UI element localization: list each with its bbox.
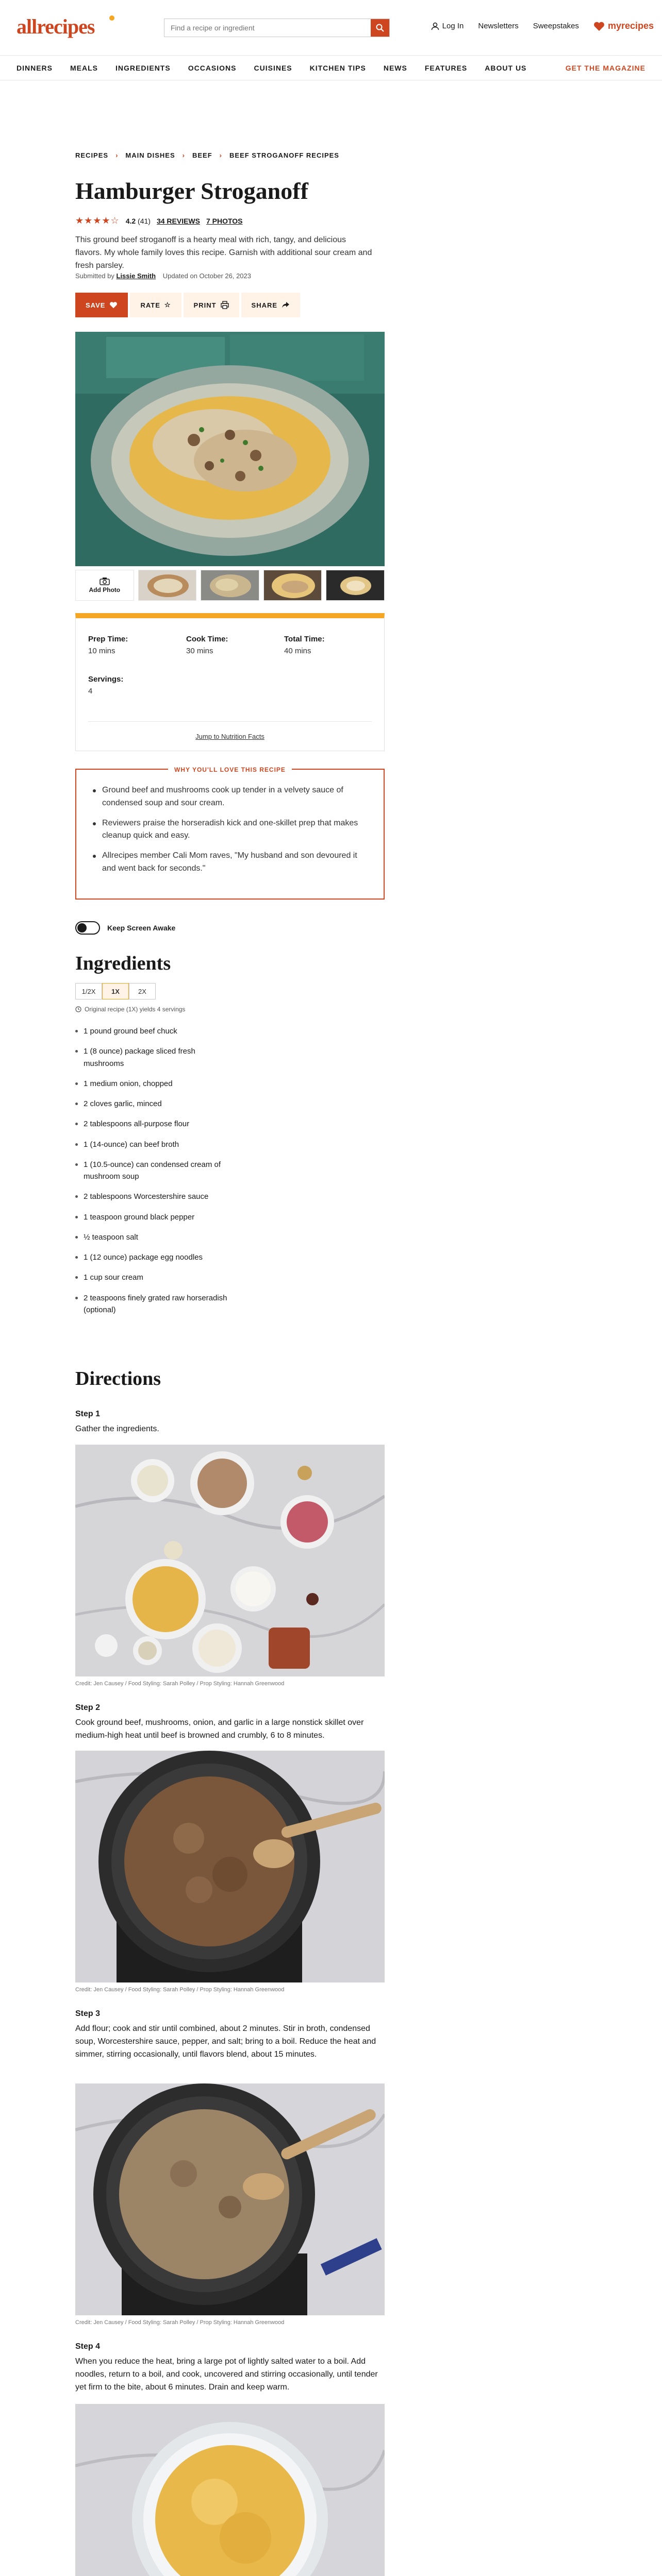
- updated-date: Updated on October 26, 2023: [162, 272, 251, 280]
- sweepstakes-link[interactable]: Sweepstakes: [533, 22, 579, 30]
- star-rating[interactable]: ★★★★☆: [75, 215, 120, 226]
- photo-thumbnails: [75, 570, 385, 601]
- step-text: Gather the ingredients.: [75, 1425, 159, 1433]
- ingredient-item: 2 cloves garlic, minced: [75, 1098, 230, 1110]
- main-nav: [0, 56, 662, 80]
- share-icon: [282, 301, 290, 309]
- ingredient-item: 1 (8 ounce) package sliced fresh mushrooms: [75, 1045, 230, 1070]
- rate-button[interactable]: RATE ☆: [130, 293, 181, 317]
- servings-value: 4: [88, 687, 93, 696]
- printer-icon: [221, 301, 229, 309]
- recipe-details-card: [75, 613, 385, 751]
- step-photo[interactable]: [75, 2404, 385, 2576]
- step-photo[interactable]: [75, 2083, 385, 2315]
- step-label: Step 4: [75, 2342, 101, 2351]
- rating-row: [75, 215, 385, 226]
- cook-time: [186, 635, 284, 655]
- breadcrumb-item[interactable]: BEEF: [192, 151, 212, 159]
- list-item: Reviewers praise the horseradish kick and one-skillet prep that makes cleanup quick and easy.: [93, 817, 371, 843]
- user-icon: [431, 22, 439, 30]
- photo-credit: Credit: Jen Causey / Food Styling: Sarah Polley / Prop Styling: Hannah Greenwood: [75, 2319, 285, 2326]
- header-links: [431, 21, 654, 31]
- step-label: Step 3: [75, 2009, 101, 2018]
- why-love-heading: WHY YOU'LL LOVE THIS RECIPE: [168, 766, 292, 773]
- keep-screen-awake: [75, 921, 385, 935]
- breadcrumb-item[interactable]: MAIN DISHES: [125, 151, 175, 159]
- ingredient-item: 2 teaspoons finely grated raw horseradish (optional): [75, 1292, 230, 1316]
- get-magazine-link[interactable]: GET THE MAGAZINE: [565, 64, 646, 72]
- reviews-link[interactable]: 34 REVIEWS: [156, 216, 200, 225]
- photo-credit: Credit: Jen Causey / Food Styling: Sarah Polley / Prop Styling: Hannah Greenwood: [75, 1987, 285, 1993]
- breadcrumb-item[interactable]: RECIPES: [75, 151, 109, 159]
- scale-2x-button[interactable]: 2X: [129, 983, 156, 999]
- ingredient-item: 1 (14-ounce) can beef broth: [75, 1139, 230, 1150]
- scale-half-button[interactable]: 1/2X: [75, 983, 102, 999]
- step-photo[interactable]: [75, 1751, 385, 1982]
- clock-icon: [75, 1006, 81, 1012]
- logo-dot: [109, 15, 114, 21]
- photo-thumbnail[interactable]: [326, 570, 385, 601]
- hero-photo[interactable]: [75, 332, 385, 566]
- breadcrumb: [75, 151, 385, 159]
- add-photo-label: Add Photo: [89, 586, 121, 594]
- servings: [88, 675, 186, 696]
- login-link[interactable]: [431, 22, 464, 30]
- cook-time-label: Cook Time:: [186, 635, 228, 643]
- nav-item-features[interactable]: FEATURES: [424, 64, 468, 72]
- nav-item-dinners[interactable]: DINNERS: [16, 64, 53, 72]
- list-item: Allrecipes member Cali Mom raves, "My husband and son devoured it and went back for seconds.": [93, 850, 371, 875]
- ingredient-list: [75, 1025, 230, 1324]
- step-text: Add flour; cook and stir until combined, about 2 minutes. Stir in broth, condensed soup, Worcestershire sauce, pepper, and salt; bring to a boil. Reduce the heat and simmer, stirring occasionally, until flavors blend, about 15 minutes.: [75, 2024, 376, 2059]
- login-label: Log In: [442, 22, 464, 30]
- search-icon: [376, 24, 384, 32]
- nav-item-about-us[interactable]: ABOUT US: [485, 64, 527, 72]
- nav-item-cuisines[interactable]: CUISINES: [254, 64, 292, 72]
- screen-awake-toggle[interactable]: [75, 921, 100, 935]
- rating-value: 4.2 (41): [125, 216, 151, 225]
- search-input[interactable]: [164, 19, 371, 37]
- site-header: [0, 0, 662, 56]
- author-link[interactable]: Lissie Smith: [116, 272, 156, 280]
- star-icon: ☆: [164, 301, 171, 309]
- chevron-right-icon: ›: [219, 151, 223, 159]
- camera-icon: [100, 577, 110, 585]
- myrecipes-link[interactable]: [593, 21, 654, 31]
- scale-1x-button[interactable]: 1X: [102, 983, 129, 999]
- search-bar: [164, 19, 390, 37]
- cook-time-value: 30 mins: [186, 647, 213, 655]
- search-button[interactable]: [371, 19, 389, 37]
- prep-time-label: Prep Time:: [88, 635, 128, 643]
- myrecipes-label: myrecipes: [607, 21, 654, 31]
- step-label: Step 1: [75, 1410, 101, 1418]
- photos-link[interactable]: 7 PHOTOS: [206, 216, 243, 225]
- prep-time-value: 10 mins: [88, 647, 115, 655]
- photo-thumbnail[interactable]: [201, 570, 259, 601]
- byline: Submitted by Lissie Smith Updated on October 26, 2023: [75, 272, 251, 280]
- chevron-right-icon: ›: [182, 151, 185, 159]
- yield-note: Original recipe (1X) yields 4 servings: [75, 1006, 385, 1013]
- heart-icon: [593, 21, 605, 31]
- ingredient-item: 1 medium onion, chopped: [75, 1078, 230, 1090]
- recipe-description: This ground beef stroganoff is a hearty meal with rich, tangy, and delicious flavors. My whole family loves this recipe. Garnish with additional sour cream and fresh parsley.: [75, 235, 372, 270]
- action-bar: [75, 293, 385, 317]
- photo-credit: Credit: Jen Causey / Food Styling: Sarah Polley / Prop Styling: Hannah Greenwood: [75, 1681, 285, 1687]
- share-button[interactable]: SHARE: [241, 293, 301, 317]
- nav-item-meals[interactable]: MEALS: [70, 64, 98, 72]
- newsletters-link[interactable]: Newsletters: [478, 22, 519, 30]
- screen-awake-label: Keep Screen Awake: [107, 924, 176, 932]
- stroganoff-photo: [75, 332, 385, 566]
- chevron-right-icon: ›: [115, 151, 119, 159]
- photo-thumbnail[interactable]: [138, 570, 197, 601]
- breadcrumb-item[interactable]: BEEF STROGANOFF RECIPES: [229, 151, 339, 159]
- divider: [88, 721, 372, 722]
- total-time-label: Total Time:: [284, 635, 325, 643]
- ingredient-item: ½ teaspoon salt: [75, 1231, 230, 1243]
- list-item: Ground beef and mushrooms cook up tender in a velvety sauce of condensed soup and sour cream.: [93, 784, 371, 810]
- ingredient-item: 1 cup sour cream: [75, 1272, 230, 1283]
- step-text: When you reduce the heat, bring a large pot of lightly salted water to a boil. Add noodles, return to a boil, and cook, uncovered and stirring occasionally, until tender yet firm to the bite, about 6 minutes. Drain and keep warm.: [75, 2357, 378, 2392]
- ingredient-item: 1 pound ground beef chuck: [75, 1025, 230, 1037]
- ingredient-item: 2 tablespoons Worcestershire sauce: [75, 1191, 230, 1202]
- ingredient-item: 1 (12 ounce) package egg noodles: [75, 1251, 230, 1263]
- site-logo[interactable]: allrecipes: [16, 15, 95, 38]
- add-photo-button[interactable]: [75, 570, 134, 601]
- ingredient-item: 1 (10.5-ounce) can condensed cream of mushroom soup: [75, 1159, 230, 1183]
- step-label: Step 2: [75, 1703, 101, 1712]
- prep-time: [88, 635, 186, 655]
- why-love-box: [75, 766, 385, 900]
- save-button[interactable]: SAVE: [75, 293, 128, 317]
- total-time: [284, 635, 382, 655]
- ingredient-item: 2 tablespoons all-purpose flour: [75, 1118, 230, 1130]
- nav-item-ingredients[interactable]: INGREDIENTS: [115, 64, 171, 72]
- step-photo[interactable]: [75, 1445, 385, 1676]
- servings-label: Servings:: [88, 675, 124, 684]
- photo-thumbnail[interactable]: [263, 570, 322, 601]
- print-button[interactable]: PRINT: [184, 293, 239, 317]
- nav-item-news[interactable]: NEWS: [383, 64, 407, 72]
- step-text: Cook ground beef, mushrooms, onion, and garlic in a large nonstick skillet over medium-high heat until beef is browned and crumbly, 6 to 8 minutes.: [75, 1718, 364, 1740]
- nav-item-kitchen-tips[interactable]: KITCHEN TIPS: [309, 64, 366, 72]
- ingredient-item: 1 teaspoon ground black pepper: [75, 1211, 230, 1223]
- nav-item-occasions[interactable]: OCCASIONS: [188, 64, 237, 72]
- heart-icon: [109, 301, 118, 309]
- directions-heading: Directions: [75, 1368, 161, 1389]
- page-title: Hamburger Stroganoff: [75, 178, 308, 204]
- ingredients-heading: Ingredients: [75, 953, 171, 974]
- jump-to-nutrition-link[interactable]: Jump to Nutrition Facts: [195, 733, 264, 740]
- serving-scale: [75, 983, 385, 999]
- total-time-value: 40 mins: [284, 647, 311, 655]
